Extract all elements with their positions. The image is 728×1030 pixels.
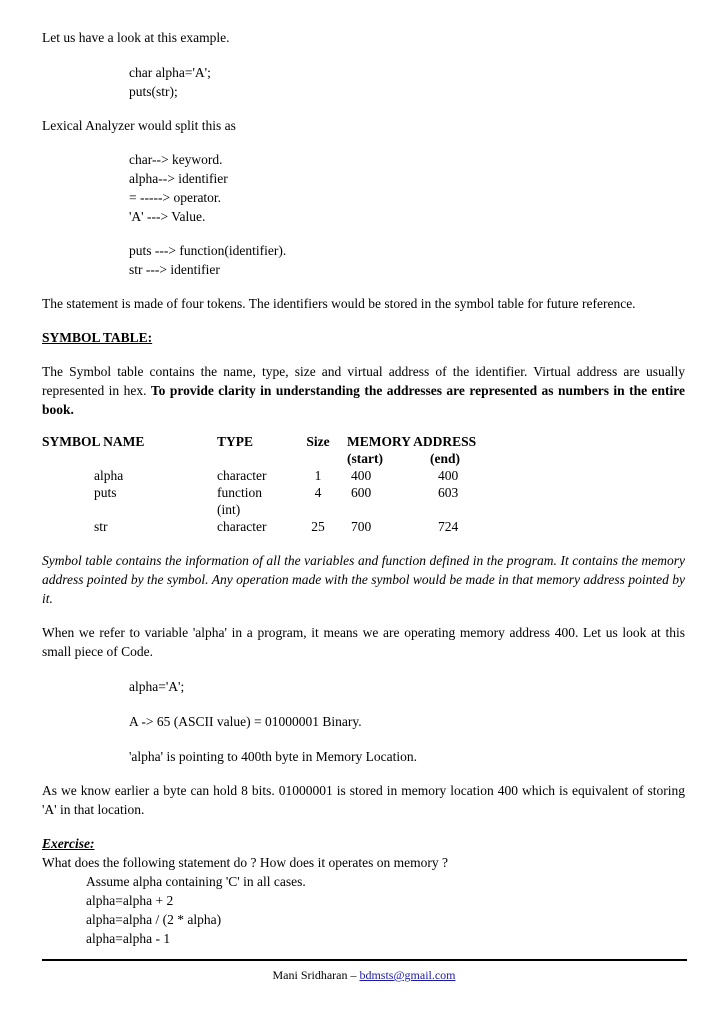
lexical-intro: Lexical Analyzer would split this as	[42, 118, 236, 133]
token-line: str ---> identifier	[129, 262, 220, 277]
description-bold: To provide clarity in understanding the addresses are represented as numbers in the entire book.	[42, 383, 685, 417]
symbol-table	[42, 434, 685, 544]
row-type: function	[217, 485, 262, 500]
header-start: (start)	[347, 451, 383, 466]
symbol-info-paragraph: Symbol table contains the information of all the variables and function defined in the program. It contains the memory address pointed by the symbol. Any operation made with the symbol would be made in that memory address pointed by it.	[42, 553, 685, 606]
row-name: puts	[94, 485, 117, 500]
row-type-extra: (int)	[217, 502, 241, 517]
exercise-line: alpha=alpha - 1	[86, 931, 171, 946]
row-end: 400	[438, 468, 459, 483]
row-size: 1	[314, 468, 322, 483]
description-plain: The Symbol table contains the name, type, size and virtual address of the identifier. Virtual address are usually represented in hex.	[42, 364, 685, 398]
statement-paragraph: The statement is made of four tokens. The identifiers would be stored in the symbol table for future reference.	[42, 296, 636, 311]
header-end: (end)	[430, 451, 460, 466]
pointing-line: 'alpha' is pointing to 400th byte in Memory Location.	[129, 749, 417, 764]
footer-email-link[interactable]: bdmsts@gmail.com	[359, 968, 456, 982]
row-start: 600	[351, 485, 372, 500]
row-end: 603	[438, 485, 459, 500]
exercise-heading: Exercise:	[42, 836, 95, 851]
row-type: character	[217, 519, 267, 534]
document-page	[42, 28, 685, 948]
intro-text: Let us have a look at this example.	[42, 30, 230, 45]
header-size: Size	[306, 434, 330, 449]
row-size: 25	[311, 519, 325, 534]
header-memory-address: MEMORY ADDRESS	[347, 434, 477, 449]
exercise-line: alpha=alpha + 2	[86, 893, 174, 908]
symbol-table-description	[42, 362, 685, 419]
row-end: 724	[438, 519, 459, 534]
row-size: 4	[314, 485, 322, 500]
footer-author: Mani Sridharan	[272, 968, 348, 982]
code-line: puts(str);	[129, 84, 178, 99]
header-symbol-name: SYMBOL NAME	[42, 434, 145, 449]
token-line: puts ---> function(identifier).	[129, 243, 287, 258]
row-name: str	[94, 519, 108, 534]
row-start: 700	[351, 519, 372, 534]
exercise-line: Assume alpha containing 'C' in all cases.	[86, 874, 306, 889]
row-type: character	[217, 468, 267, 483]
token-line: = -----> operator.	[129, 190, 222, 205]
page-footer	[0, 968, 728, 983]
code-line: char alpha='A';	[129, 65, 211, 80]
refer-paragraph: When we refer to variable 'alpha' in a program, it means we are operating memory address 400. Let us look at this small piece of Code.	[42, 625, 685, 659]
footer-divider	[42, 959, 687, 961]
ascii-line: A -> 65 (ASCII value) = 01000001 Binary.	[129, 714, 362, 729]
token-line: char--> keyword.	[129, 152, 223, 167]
exercise-line: alpha=alpha / (2 * alpha)	[86, 912, 222, 927]
symbol-table-heading: SYMBOL TABLE:	[42, 330, 153, 345]
token-line: 'A' ---> Value.	[129, 209, 206, 224]
token-line: alpha--> identifier	[129, 171, 228, 186]
code-line: alpha='A';	[129, 679, 185, 694]
row-start: 400	[351, 468, 372, 483]
row-name: alpha	[94, 468, 124, 483]
byte-paragraph: As we know earlier a byte can hold 8 bits. 01000001 is stored in memory location 400 which is equivalent of storing 'A' in that location.	[42, 783, 685, 817]
header-type: TYPE	[217, 434, 254, 449]
exercise-question: What does the following statement do ? How does it operates on memory ?	[42, 855, 449, 870]
footer-separator: –	[347, 968, 360, 982]
